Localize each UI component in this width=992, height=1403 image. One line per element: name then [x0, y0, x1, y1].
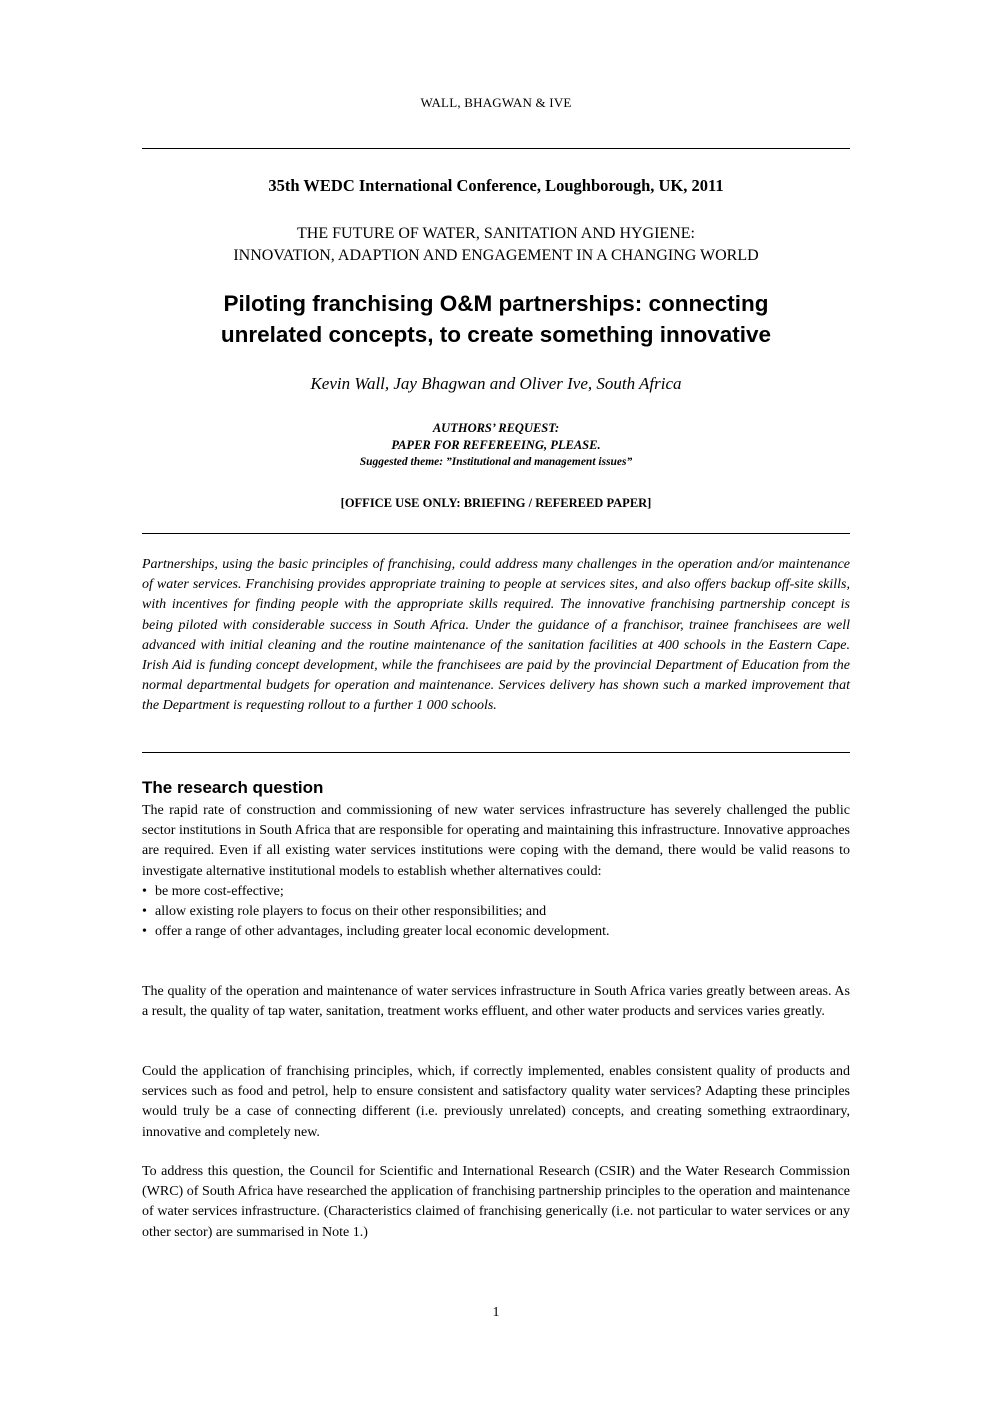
paragraph: The rapid rate of construction and commissioning of new water services infrastructure has severely challenged the public sector institutions in South Africa that are responsible for operating and maintaining this infrastructure. Innovative approaches are required. Even if all existing water services institutions were coping with the demand, there would be valid reasons to investigate alternative institutional models to establish whether alternatives could:: [142, 803, 850, 879]
request-line: AUTHORS’ REQUEST:: [432, 421, 560, 435]
abstract: Partnerships, using the basic principles of franchising, could address many challenges in the operation and/or maintenance of water services. Franchising provides appropriate training to people at services sites, and also offers backup off-site skills, with incentives for finding people with the appropriate skills required. The innovative franchising partnership concept is being piloted with considerable success in South Africa. Under the guidance of a franchisor, trainee franchisees are well advanced with initial cleaning and the routine maintenance of the sanitation facilities at 400 schools in the Eastern Cape. Irish Aid is funding concept development, while the franchisees are paid by the provincial Department of Education from the normal departmental budgets for operation and maintenance. Services delivery has shown such a marked improvement that the Department is requesting rollout to a further 1 000 schools.: [142, 557, 850, 714]
body-block-4: [142, 1162, 850, 1243]
body-block-1: [142, 801, 850, 942]
paragraph: To address this question, the Council for Scientific and International Research (CSIR) and the Water Research Commission (WRC) of South Africa have researched the application of franchising partnership principles to the operation and maintenance of water services infrastructure. (Characteristics claimed of franchising generically (i.e. not particular to water services or any other sector) are summarised in Note 1.): [142, 1164, 850, 1240]
authors-line: Kevin Wall, Jay Bhagwan and Oliver Ive, South Africa: [310, 374, 682, 393]
running-head: WALL, BHAGWAN & IVE: [420, 95, 572, 110]
title-line: unrelated concepts, to create something innovative: [220, 322, 772, 347]
conference-line: 35th WEDC International Conference, Loughborough, UK, 2011: [268, 176, 724, 195]
office-use-line: [OFFICE USE ONLY: BRIEFING / REFEREED PAPER]: [340, 496, 652, 510]
header-rule: [142, 148, 850, 149]
request-line: PAPER FOR REFEREEING, PLEASE.: [391, 438, 601, 452]
body-block-3: [142, 1062, 850, 1143]
conference-theme: [142, 223, 850, 267]
theme-line: THE FUTURE OF WATER, SANITATION AND HYGIENE:: [297, 225, 695, 242]
title-line: Piloting franchising O&M partnerships: connecting: [223, 291, 769, 316]
request-line: Suggested theme: ”Institutional and management issues”: [359, 456, 633, 468]
paragraph: The quality of the operation and maintenance of water services infrastructure in South Africa varies greatly between areas. As a result, the quality of tap water, sanitation, treatment works effluent, and other water products and services varies greatly.: [142, 984, 850, 1020]
bullet-item: • offer a range of other advantages, including greater local economic development.: [142, 922, 850, 942]
page-number: 1: [492, 1305, 500, 1320]
bullet-list: [142, 882, 850, 943]
abstract-top-rule: [142, 533, 850, 534]
paragraph: Could the application of franchising principles, which, if correctly implemented, enables consistent quality of products and services such as food and petrol, help to ensure consistent and satisfactory quality water services? Adapting these principles would truly be a case of connecting different (i.e. previously unrelated) concepts, and creating something extraordinary, innovative and completely new.: [142, 1064, 850, 1140]
bullet-item: • allow existing role players to focus on their other responsibilities; and: [142, 902, 850, 922]
body-block-2: [142, 982, 850, 1022]
abstract-bottom-rule: [142, 752, 850, 753]
theme-line: INNOVATION, ADAPTION AND ENGAGEMENT IN A CHANGING WORLD: [233, 247, 759, 264]
bullet-item: • be more cost-effective;: [142, 882, 850, 902]
paper-title: [120, 288, 872, 350]
section-heading: The research question: [142, 778, 324, 797]
authors-request: [142, 420, 850, 471]
